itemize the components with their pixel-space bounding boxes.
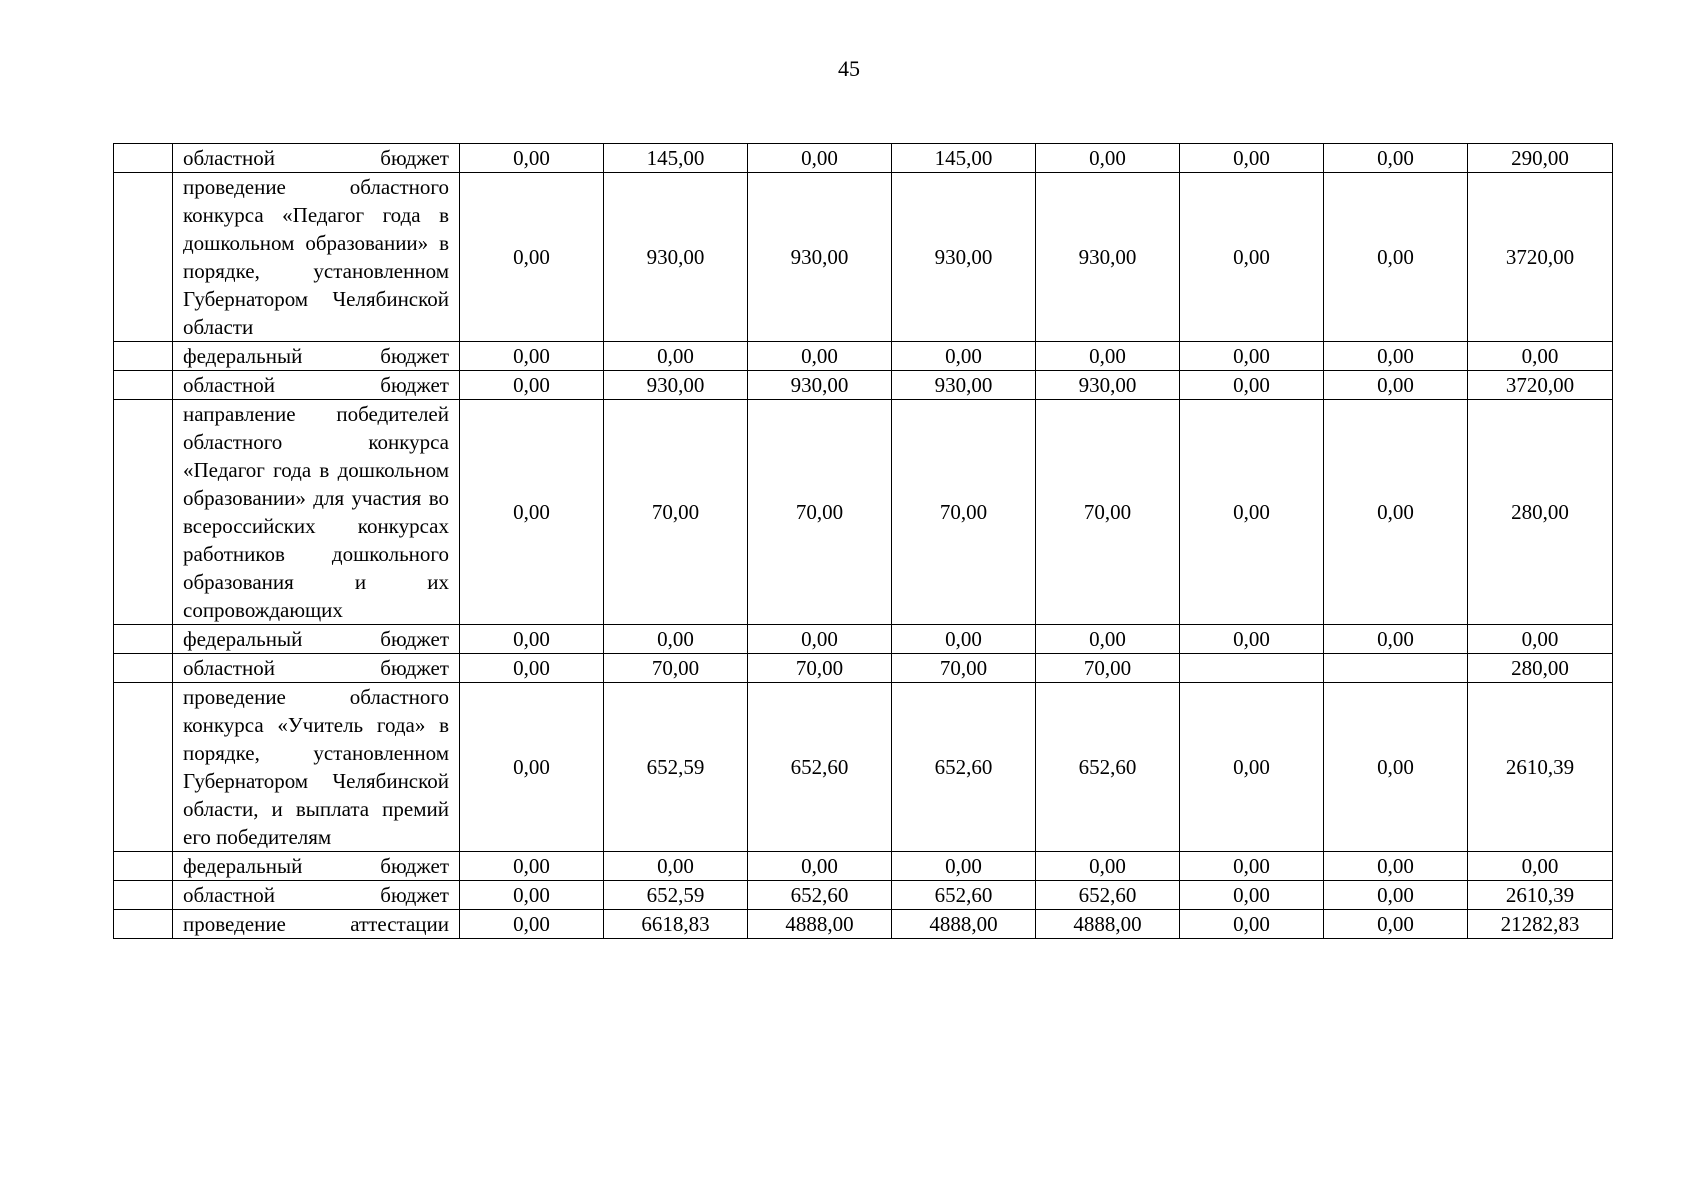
- value-cell: 0,00: [1180, 881, 1324, 910]
- value-cell: 0,00: [1180, 852, 1324, 881]
- table-body: [114, 144, 1613, 939]
- value-cell: 0,00: [748, 342, 892, 371]
- value-cell: 70,00: [604, 654, 748, 683]
- value-cell: 0,00: [892, 625, 1036, 654]
- value-cell: 0,00: [1036, 342, 1180, 371]
- row-number-cell: [114, 625, 173, 654]
- value-cell: 0,00: [1324, 881, 1468, 910]
- value-cell: 0,00: [460, 910, 604, 939]
- budget-row: [114, 852, 1613, 881]
- total-cell: 280,00: [1468, 654, 1613, 683]
- value-cell: 145,00: [892, 144, 1036, 173]
- budget-row: [114, 881, 1613, 910]
- value-cell: 0,00: [1324, 852, 1468, 881]
- value-cell: 0,00: [1324, 400, 1468, 625]
- row-name-cell: федеральный бюджет: [173, 852, 460, 881]
- value-cell: 0,00: [1180, 144, 1324, 173]
- row-name-cell: областной бюджет: [173, 144, 460, 173]
- row-name-cell: федеральный бюджет: [173, 342, 460, 371]
- activity-row: [114, 173, 1613, 342]
- total-cell: 2610,39: [1468, 683, 1613, 852]
- total-cell: 3720,00: [1468, 371, 1613, 400]
- value-cell: 0,00: [1036, 625, 1180, 654]
- value-cell: 0,00: [1324, 173, 1468, 342]
- page-number: 45: [838, 56, 860, 81]
- value-cell: 0,00: [1324, 371, 1468, 400]
- value-cell: 930,00: [892, 371, 1036, 400]
- value-cell: 930,00: [892, 173, 1036, 342]
- row-number-cell: [114, 910, 173, 939]
- budget-row: [114, 342, 1613, 371]
- row-name-cell: областной бюджет: [173, 371, 460, 400]
- value-cell: 0,00: [1324, 683, 1468, 852]
- value-cell: 4888,00: [748, 910, 892, 939]
- value-cell: 0,00: [460, 371, 604, 400]
- value-cell: 0,00: [460, 144, 604, 173]
- row-number-cell: [114, 400, 173, 625]
- value-cell: 0,00: [1180, 371, 1324, 400]
- activity-row: [114, 400, 1613, 625]
- value-cell: 70,00: [1036, 654, 1180, 683]
- value-cell: 0,00: [748, 144, 892, 173]
- value-cell: 652,60: [748, 881, 892, 910]
- value-cell: 0,00: [1324, 342, 1468, 371]
- value-cell: 930,00: [1036, 371, 1180, 400]
- value-cell: 70,00: [748, 400, 892, 625]
- value-cell: 0,00: [748, 852, 892, 881]
- value-cell: 0,00: [1180, 625, 1324, 654]
- value-cell: 0,00: [460, 852, 604, 881]
- row-name-cell: направление победителей областного конкурса «Педагог года в дошкольном образовании» для участия во всероссийских конкурсах работников дошкольного образования и их сопровождающих: [173, 400, 460, 625]
- value-cell: 70,00: [1036, 400, 1180, 625]
- row-number-cell: [114, 371, 173, 400]
- value-cell: 652,60: [748, 683, 892, 852]
- total-cell: 21282,83: [1468, 910, 1613, 939]
- value-cell: 6618,83: [604, 910, 748, 939]
- row-number-cell: [114, 881, 173, 910]
- value-cell: 0,00: [892, 852, 1036, 881]
- value-cell: 652,60: [892, 683, 1036, 852]
- value-cell: [1180, 654, 1324, 683]
- budget-row: [114, 144, 1613, 173]
- value-cell: 930,00: [604, 371, 748, 400]
- value-cell: 0,00: [460, 881, 604, 910]
- row-number-cell: [114, 342, 173, 371]
- row-name-cell: областной бюджет: [173, 654, 460, 683]
- value-cell: 0,00: [892, 342, 1036, 371]
- row-number-cell: [114, 654, 173, 683]
- value-cell: 0,00: [460, 683, 604, 852]
- budget-row: [114, 654, 1613, 683]
- value-cell: 0,00: [460, 342, 604, 371]
- value-cell: 0,00: [460, 654, 604, 683]
- value-cell: 930,00: [748, 371, 892, 400]
- value-cell: 70,00: [604, 400, 748, 625]
- total-cell: 0,00: [1468, 625, 1613, 654]
- value-cell: [1324, 654, 1468, 683]
- row-number-cell: [114, 173, 173, 342]
- value-cell: 4888,00: [892, 910, 1036, 939]
- value-cell: 0,00: [1180, 342, 1324, 371]
- budget-row: [114, 910, 1613, 939]
- total-cell: 0,00: [1468, 342, 1613, 371]
- value-cell: 652,59: [604, 881, 748, 910]
- budget-row: [114, 371, 1613, 400]
- row-name-cell: проведение аттестации: [173, 910, 460, 939]
- value-cell: 70,00: [892, 654, 1036, 683]
- value-cell: 0,00: [460, 400, 604, 625]
- value-cell: 0,00: [1180, 173, 1324, 342]
- value-cell: 930,00: [748, 173, 892, 342]
- value-cell: 930,00: [604, 173, 748, 342]
- value-cell: 0,00: [604, 625, 748, 654]
- row-name-cell: федеральный бюджет: [173, 625, 460, 654]
- value-cell: 0,00: [1180, 683, 1324, 852]
- value-cell: 145,00: [604, 144, 748, 173]
- value-cell: 652,60: [1036, 683, 1180, 852]
- budget-table: [113, 143, 1613, 939]
- value-cell: 930,00: [1036, 173, 1180, 342]
- value-cell: 0,00: [460, 173, 604, 342]
- row-name-cell: областной бюджет: [173, 881, 460, 910]
- budget-row: [114, 625, 1613, 654]
- value-cell: 70,00: [748, 654, 892, 683]
- value-cell: 0,00: [604, 852, 748, 881]
- value-cell: 652,60: [1036, 881, 1180, 910]
- value-cell: 0,00: [1036, 144, 1180, 173]
- total-cell: 3720,00: [1468, 173, 1613, 342]
- total-cell: 2610,39: [1468, 881, 1613, 910]
- value-cell: 4888,00: [1036, 910, 1180, 939]
- value-cell: 0,00: [604, 342, 748, 371]
- value-cell: 0,00: [1324, 910, 1468, 939]
- row-number-cell: [114, 144, 173, 173]
- row-name-cell: проведение областного конкурса «Педагог года в дошкольном образовании» в порядке, установленном Губернатором Челябинской области: [173, 173, 460, 342]
- value-cell: 0,00: [1180, 910, 1324, 939]
- value-cell: 0,00: [1180, 400, 1324, 625]
- total-cell: 280,00: [1468, 400, 1613, 625]
- value-cell: 0,00: [1324, 625, 1468, 654]
- value-cell: 70,00: [892, 400, 1036, 625]
- activity-row: [114, 683, 1613, 852]
- total-cell: 290,00: [1468, 144, 1613, 173]
- value-cell: 0,00: [1324, 144, 1468, 173]
- row-number-cell: [114, 683, 173, 852]
- value-cell: 0,00: [460, 625, 604, 654]
- row-name-cell: проведение областного конкурса «Учитель года» в порядке, установленном Губернатором Челябинской области, и выплата премий его победителям: [173, 683, 460, 852]
- value-cell: 0,00: [1036, 852, 1180, 881]
- value-cell: 652,59: [604, 683, 748, 852]
- value-cell: 652,60: [892, 881, 1036, 910]
- value-cell: 0,00: [748, 625, 892, 654]
- total-cell: 0,00: [1468, 852, 1613, 881]
- row-number-cell: [114, 852, 173, 881]
